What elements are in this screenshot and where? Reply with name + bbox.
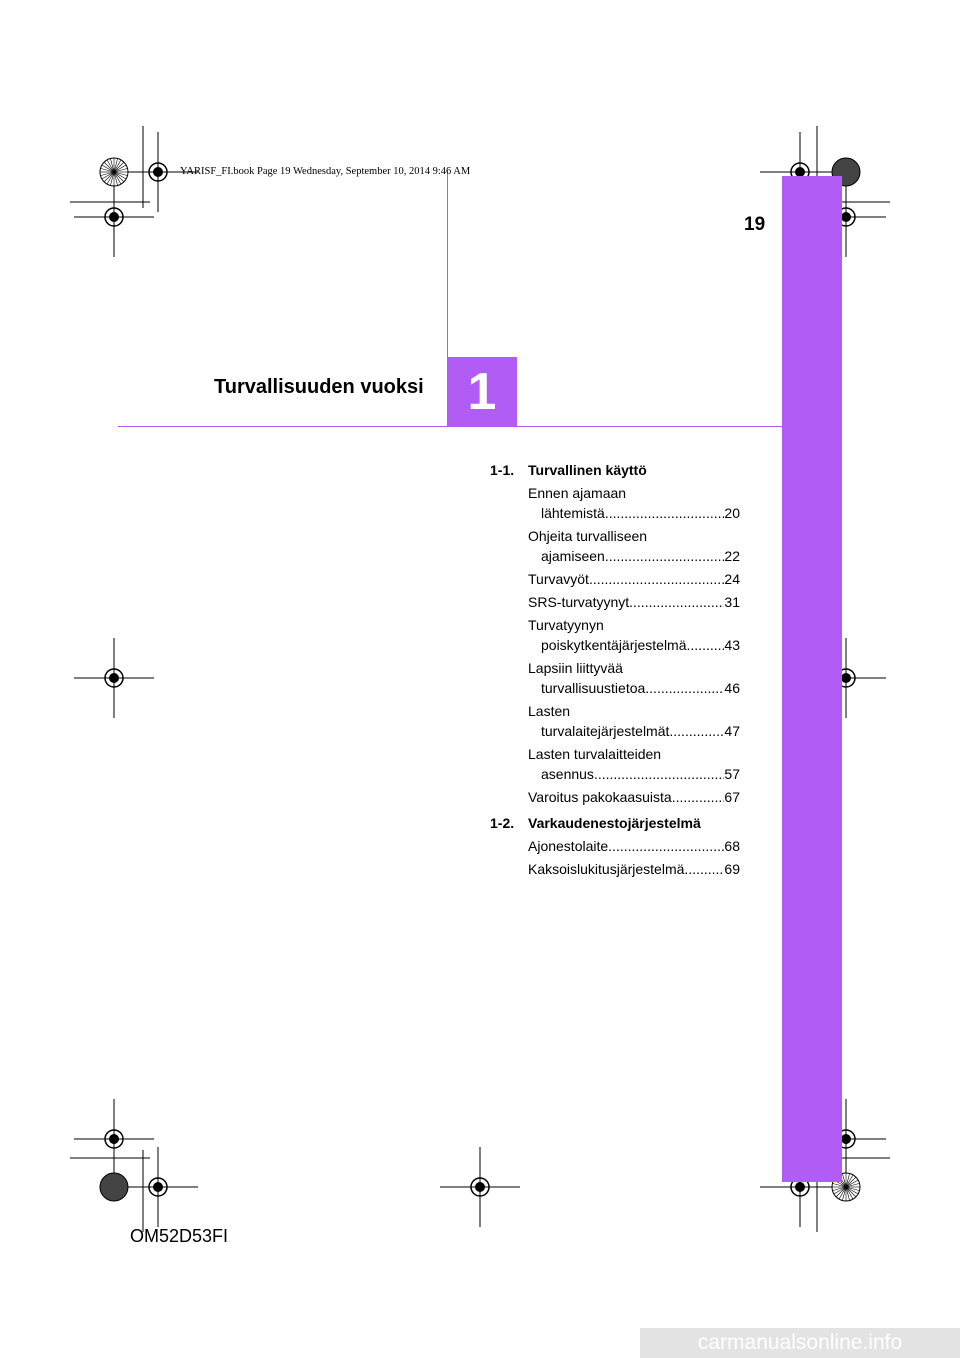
header-vertical-rule bbox=[447, 170, 448, 360]
toc-entry[interactable] bbox=[528, 483, 740, 523]
toc-entry[interactable] bbox=[528, 787, 740, 807]
toc-entry[interactable] bbox=[528, 615, 740, 655]
toc-entry[interactable] bbox=[528, 592, 740, 612]
toc-entry[interactable] bbox=[528, 658, 740, 698]
table-of-contents bbox=[490, 460, 740, 882]
section-title: Varkaudenestojärjestelmä bbox=[528, 815, 701, 831]
entry-label: ajamiseen bbox=[541, 548, 605, 564]
entry-label: SRS-turvatyynyt bbox=[528, 594, 630, 610]
entry-page: 69 bbox=[724, 861, 740, 877]
section-number: 1-2. bbox=[490, 815, 515, 831]
entry-label-line1: Ohjeita turvalliseen bbox=[528, 528, 648, 544]
toc-entry[interactable] bbox=[528, 836, 740, 856]
entry-page: 43 bbox=[724, 637, 740, 653]
toc-entry[interactable] bbox=[528, 701, 740, 741]
entry-label-line1: Lasten turvalaitteiden bbox=[528, 746, 662, 762]
entry-label-line1: Ennen ajamaan bbox=[528, 485, 627, 501]
section-title: Turvallinen käyttö bbox=[528, 462, 647, 478]
toc-section-heading[interactable] bbox=[490, 813, 740, 833]
entry-page: 22 bbox=[724, 548, 740, 564]
entry-label: Varoitus pakokaasuista bbox=[528, 789, 672, 805]
book-info: YARISF_FI.book Page 19 Wednesday, September 10, 2014 9:46 AM bbox=[180, 166, 471, 177]
entry-label: Ajonestolaite bbox=[528, 838, 609, 854]
entry-label: poiskytkentäjärjestelmä bbox=[541, 637, 687, 653]
entry-label: Kaksoislukitusjärjestelmä bbox=[528, 861, 685, 877]
site-watermark: carmanualsonline.info bbox=[640, 1328, 960, 1358]
toc-entry[interactable] bbox=[528, 744, 740, 784]
toc-entry[interactable] bbox=[528, 859, 740, 879]
entry-label: asennus bbox=[541, 766, 594, 782]
entry-label-line1: Lapsiin liittyvää bbox=[528, 660, 623, 676]
chapter-number-box: 1 bbox=[447, 357, 517, 427]
section-number: 1-1. bbox=[490, 462, 515, 478]
entry-page: 67 bbox=[724, 789, 740, 805]
entry-page: 57 bbox=[724, 766, 740, 782]
document-code: OM52D53FI bbox=[130, 1226, 229, 1246]
entry-page: 24 bbox=[724, 571, 740, 587]
entry-page: 20 bbox=[724, 505, 740, 521]
toc-entry[interactable] bbox=[528, 569, 740, 589]
entry-page: 47 bbox=[724, 723, 740, 739]
chapter-side-tab bbox=[782, 176, 842, 1182]
entry-page: 46 bbox=[724, 680, 740, 696]
chapter-title: Turvallisuuden vuoksi bbox=[214, 376, 424, 398]
entry-label: turvalaitejärjestelmät bbox=[541, 723, 670, 739]
entry-label-line1: Lasten bbox=[528, 703, 571, 719]
entry-label: Turvavyöt bbox=[528, 571, 589, 587]
entry-page: 68 bbox=[724, 838, 740, 854]
toc-section-heading[interactable] bbox=[490, 460, 740, 480]
toc-entry[interactable] bbox=[528, 526, 740, 566]
page-number: 19 bbox=[744, 214, 766, 235]
entry-page: 31 bbox=[724, 594, 740, 610]
entry-label-line1: Turvatyynyn bbox=[528, 617, 604, 633]
entry-label: lähtemistä bbox=[541, 505, 605, 521]
entry-label: turvallisuustietoa bbox=[541, 680, 646, 696]
